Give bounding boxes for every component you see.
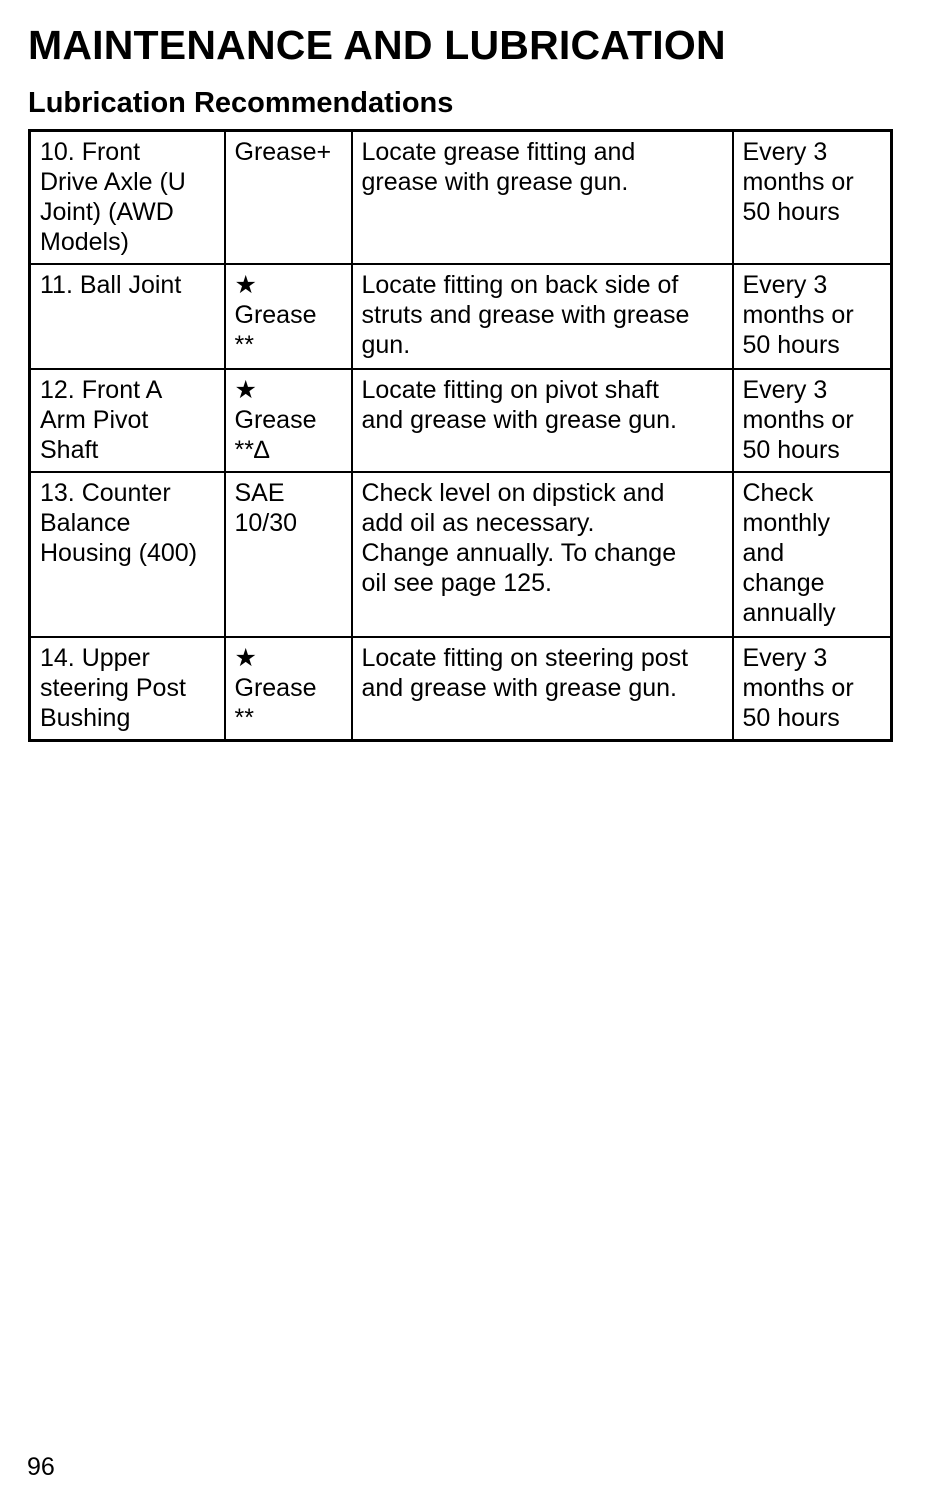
lubricant-cell: ★ Grease **∆: [225, 369, 352, 472]
method-cell: Locate fitting on steering post and grease with grease gun.: [352, 637, 733, 741]
page-title: MAINTENANCE AND LUBRICATION: [28, 22, 726, 68]
frequency-cell: Every 3 months or 50 hours: [733, 637, 892, 741]
table-row: [30, 131, 892, 265]
item-cell: 10. Front Drive Axle (U Joint) (AWD Models): [30, 131, 225, 265]
lubrication-table: [28, 129, 893, 742]
frequency-cell: Every 3 months or 50 hours: [733, 369, 892, 472]
lubricant-cell: Grease+: [225, 131, 352, 265]
item-cell: 13. Counter Balance Housing (400): [30, 472, 225, 637]
lubricant-cell: ★ Grease **: [225, 637, 352, 741]
frequency-cell: Every 3 months or 50 hours: [733, 131, 892, 265]
table-row: [30, 369, 892, 472]
lubricant-cell: SAE 10/30: [225, 472, 352, 637]
table-row: [30, 637, 892, 741]
item-cell: 12. Front A Arm Pivot Shaft: [30, 369, 225, 472]
page-number: 96: [27, 1453, 55, 1481]
table-row: [30, 264, 892, 369]
table-row: [30, 472, 892, 637]
method-cell: Check level on dipstick and add oil as necessary. Change annually. To change oil see page 125.: [352, 472, 733, 637]
method-cell: Locate grease fitting and grease with grease gun.: [352, 131, 733, 265]
method-cell: Locate fitting on back side of struts and grease with grease gun.: [352, 264, 733, 369]
frequency-cell: Check monthly and change annually: [733, 472, 892, 637]
section-title: Lubrication Recommendations: [28, 87, 454, 119]
item-cell: 11. Ball Joint: [30, 264, 225, 369]
item-cell: 14. Upper steering Post Bushing: [30, 637, 225, 741]
method-cell: Locate fitting on pivot shaft and grease with grease gun.: [352, 369, 733, 472]
frequency-cell: Every 3 months or 50 hours: [733, 264, 892, 369]
lubricant-cell: ★ Grease **: [225, 264, 352, 369]
